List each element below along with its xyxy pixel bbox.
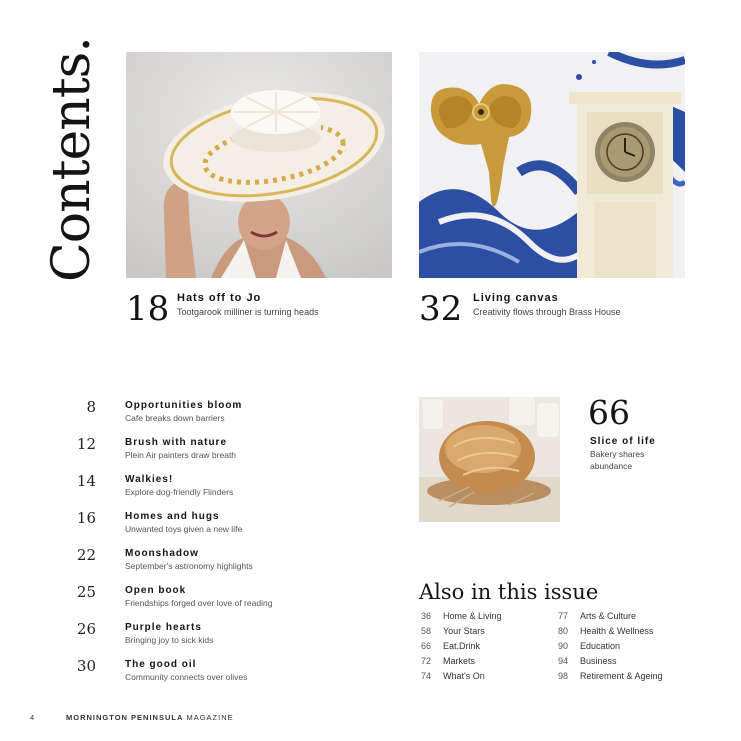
also-item-number: 66 bbox=[421, 641, 432, 651]
list-item-title: Brush with nature bbox=[125, 437, 228, 448]
also-item-number: 94 bbox=[558, 656, 569, 666]
list-item[interactable] bbox=[70, 472, 330, 506]
side-feature-subtitle-line1: Bakery shares bbox=[590, 449, 645, 459]
also-item[interactable] bbox=[421, 611, 502, 625]
side-feature-number: 66 bbox=[588, 393, 630, 432]
also-item-number: 36 bbox=[421, 611, 432, 621]
list-item-subtitle: Plein Air painters draw breath bbox=[125, 450, 237, 460]
footer-magazine bbox=[66, 713, 234, 722]
feature-subtitle: Tootgarook milliner is turning heads bbox=[177, 307, 319, 317]
list-item-title: Moonshadow bbox=[125, 548, 199, 559]
feature-title[interactable]: Hats off to Jo bbox=[177, 292, 262, 304]
also-item-number: 77 bbox=[558, 611, 569, 621]
also-item[interactable] bbox=[558, 656, 617, 670]
contents-heading: Contents. bbox=[42, 37, 102, 282]
list-item-title: Purple hearts bbox=[125, 622, 202, 633]
list-item[interactable] bbox=[70, 657, 330, 691]
feature-title[interactable]: Living canvas bbox=[473, 292, 559, 304]
side-feature-title[interactable]: Slice of life bbox=[590, 436, 656, 447]
also-item[interactable] bbox=[558, 671, 663, 685]
also-item-number: 58 bbox=[421, 626, 432, 636]
footer-magazine-label: MAGAZINE bbox=[186, 713, 234, 722]
also-item-number: 72 bbox=[421, 656, 432, 666]
list-item-subtitle: Community connects over olives bbox=[125, 672, 248, 682]
page-number: 4 bbox=[30, 713, 36, 722]
bread-photo[interactable] bbox=[419, 397, 560, 522]
brass-house-photo[interactable] bbox=[419, 52, 685, 278]
also-item[interactable] bbox=[558, 611, 636, 625]
list-item[interactable] bbox=[70, 509, 330, 543]
also-item-number: 80 bbox=[558, 626, 569, 636]
also-item[interactable] bbox=[558, 626, 653, 640]
list-item-number: 25 bbox=[76, 583, 96, 601]
also-item[interactable] bbox=[421, 626, 485, 640]
list-item[interactable] bbox=[70, 398, 330, 432]
list-item-title: Opportunities bloom bbox=[125, 400, 243, 411]
also-item-label: Health & Wellness bbox=[580, 626, 654, 636]
also-item-label: Education bbox=[580, 641, 621, 651]
list-item[interactable] bbox=[70, 583, 330, 617]
list-item-number: 22 bbox=[76, 546, 96, 564]
also-item[interactable] bbox=[421, 656, 475, 670]
list-item-subtitle: September's astronomy highlights bbox=[125, 561, 253, 571]
also-item-label: Markets bbox=[443, 656, 476, 666]
list-item-subtitle: Friendships forged over love of reading bbox=[125, 598, 273, 608]
list-item-number: 16 bbox=[76, 509, 96, 527]
also-item-number: 98 bbox=[558, 671, 569, 681]
also-item[interactable] bbox=[421, 641, 480, 655]
also-item-label: Arts & Culture bbox=[580, 611, 637, 621]
also-item-label: Home & Living bbox=[443, 611, 502, 621]
list-item[interactable] bbox=[70, 620, 330, 654]
feature-number: 32 bbox=[419, 289, 463, 329]
also-item-label: Retirement & Ageing bbox=[580, 671, 663, 681]
side-feature-subtitle-line2: abundance bbox=[590, 461, 633, 471]
also-item-label: Your Stars bbox=[443, 626, 485, 636]
list-item-subtitle: Unwanted toys given a new life bbox=[125, 524, 243, 534]
list-item-number: 30 bbox=[76, 657, 96, 675]
also-item-number: 74 bbox=[421, 671, 432, 681]
list-item[interactable] bbox=[70, 546, 330, 580]
footer-brand: MORNINGTON PENINSULA bbox=[66, 713, 184, 722]
also-heading: Also in this issue bbox=[419, 580, 599, 604]
feature-subtitle: Creativity flows through Brass House bbox=[473, 307, 621, 317]
list-item-subtitle: Explore dog-friendly Flinders bbox=[125, 487, 234, 497]
also-item-label: Eat.Drink bbox=[443, 641, 481, 651]
list-item-number: 14 bbox=[76, 472, 96, 490]
also-item[interactable] bbox=[421, 671, 485, 685]
list-item-subtitle: Cafe breaks down barriers bbox=[125, 413, 225, 423]
list-item-title: Homes and hugs bbox=[125, 511, 220, 522]
feature-number: 18 bbox=[126, 289, 170, 329]
also-item-number: 90 bbox=[558, 641, 569, 651]
list-item[interactable] bbox=[70, 435, 330, 469]
list-item-title: The good oil bbox=[125, 659, 197, 670]
also-item-label: What's On bbox=[443, 671, 485, 681]
list-item-subtitle: Bringing joy to sick kids bbox=[125, 635, 214, 645]
also-item-label: Business bbox=[580, 656, 617, 666]
list-item-title: Open book bbox=[125, 585, 187, 596]
list-item-number: 26 bbox=[76, 620, 96, 638]
hat-photo[interactable] bbox=[126, 52, 392, 278]
list-item-number: 8 bbox=[86, 398, 96, 416]
list-item-title: Walkies! bbox=[125, 474, 174, 485]
list-item-number: 12 bbox=[76, 435, 96, 453]
also-item[interactable] bbox=[558, 641, 620, 655]
